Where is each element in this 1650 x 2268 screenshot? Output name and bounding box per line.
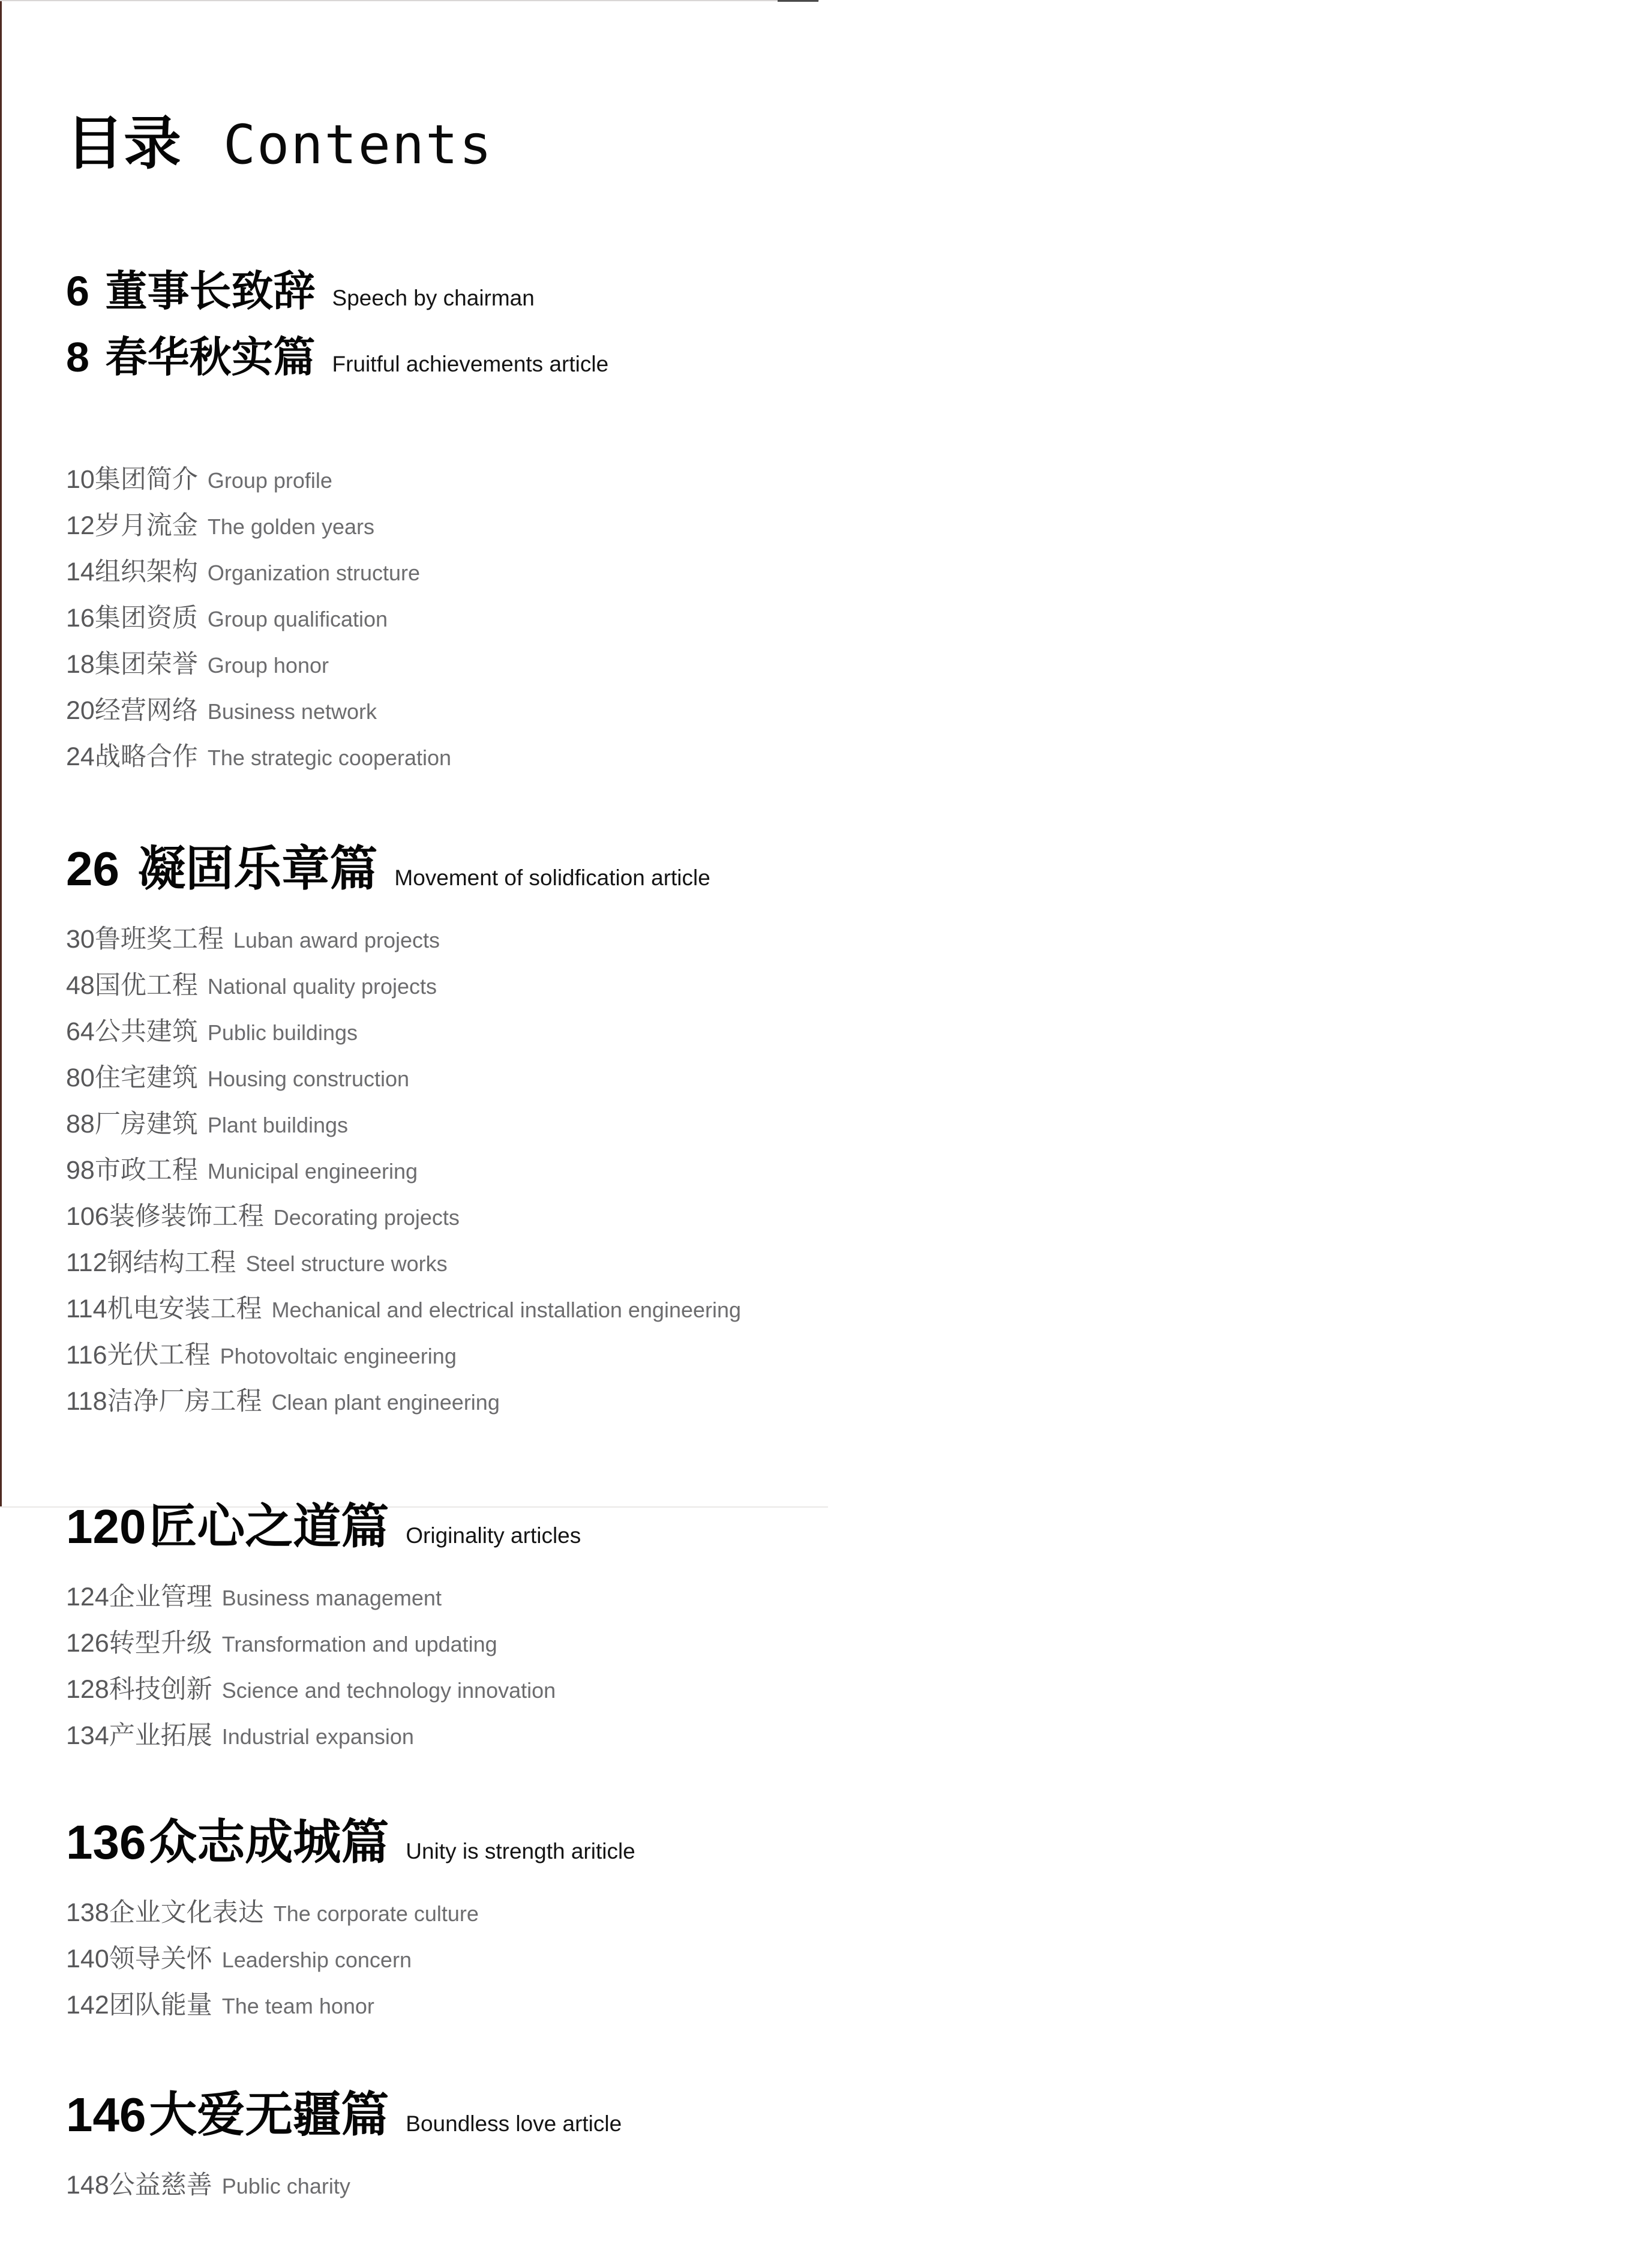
item-page-number: 140	[66, 1944, 109, 1973]
item-page-number: 138	[66, 1898, 109, 1927]
section-item-list	[66, 1900, 966, 2018]
toc-item	[66, 1340, 966, 1370]
section-title-zh: 匠心之道篇	[149, 1499, 389, 1553]
toc-item	[66, 1990, 966, 2020]
page-title	[66, 114, 966, 174]
section-page-number: 8	[66, 333, 89, 381]
item-title-zh: 公共建筑	[94, 1017, 198, 1046]
item-page-number: 116	[66, 1340, 107, 1370]
item-title-zh: 钢结构工程	[107, 1248, 236, 1277]
toc-section-8	[66, 333, 966, 381]
item-title-en: Science and technology innovation	[221, 1677, 556, 1703]
section-page-number: 6	[66, 267, 89, 314]
item-page-number: 98	[66, 1155, 95, 1185]
item-page-number: 80	[66, 1063, 95, 1092]
section-item-list	[66, 1584, 966, 1749]
item-title-en: The golden years	[207, 514, 375, 539]
item-page-number: 48	[66, 970, 95, 1000]
item-page-number: 64	[66, 1017, 95, 1046]
item-title-en: Group honor	[207, 652, 329, 678]
toc-item	[66, 559, 966, 585]
item-title-en: Business network	[207, 699, 377, 724]
toc-section-146	[66, 2087, 966, 2141]
item-title-zh: 国优工程	[94, 970, 198, 1000]
item-page-number: 14	[66, 557, 95, 586]
item-page-number: 16	[66, 603, 95, 633]
section-title-zh: 春华秋实篇	[105, 333, 316, 381]
item-title-zh: 团队能量	[109, 1990, 212, 2020]
item-title-en: Decorating projects	[273, 1205, 460, 1230]
item-title-zh: 科技创新	[109, 1674, 212, 1704]
item-title-zh: 企业管理	[109, 1582, 212, 1611]
item-page-number: 114	[66, 1294, 107, 1323]
item-page-number: 18	[66, 649, 95, 679]
section-title-en: Unity is strength ariticle	[406, 1838, 635, 1863]
left-border-line	[0, 0, 2, 1506]
item-title-zh: 战略合作	[94, 742, 198, 771]
item-title-en: Mechanical and electrical installation engineering	[271, 1297, 742, 1322]
toc-item	[66, 1386, 966, 1416]
toc-item	[66, 1584, 966, 1610]
item-title-zh: 组织架构	[94, 557, 198, 586]
item-page-number: 134	[66, 1721, 109, 1750]
item-title-zh: 住宅建筑	[94, 1063, 198, 1092]
section-title-en: Boundless love article	[406, 2111, 622, 2136]
item-title-zh: 光伏工程	[107, 1340, 211, 1370]
item-title-zh: 企业文化表达	[109, 1898, 264, 1927]
item-title-zh: 机电安装工程	[107, 1294, 262, 1323]
item-page-number: 148	[66, 2170, 109, 2200]
toc-item	[66, 467, 966, 493]
section-page-number: 136	[66, 1815, 146, 1869]
item-title-en: Leadership concern	[221, 1947, 412, 1972]
toc-item	[66, 513, 966, 539]
toc-item	[66, 1296, 966, 1322]
section-page-number: 120	[66, 1499, 146, 1553]
toc-item	[66, 1946, 966, 1972]
item-title-en: National quality projects	[207, 973, 437, 999]
item-page-number: 10	[66, 465, 95, 494]
item-title-en: Public buildings	[207, 1020, 358, 1045]
toc-item	[66, 698, 966, 724]
item-page-number: 20	[66, 696, 95, 725]
toc-item	[66, 1674, 966, 1704]
section-title-zh: 董事长致辞	[105, 267, 316, 314]
item-title-zh: 领导关怀	[109, 1944, 212, 1973]
item-title-en: Photovoltaic engineering	[220, 1343, 457, 1368]
toc-item	[66, 1900, 966, 1926]
section-title-en: Fruitful achievements article	[332, 351, 609, 376]
item-title-en: Steel structure works	[245, 1251, 448, 1276]
item-title-zh: 产业拓展	[109, 1721, 212, 1750]
item-title-en: Clean plant engineering	[271, 1389, 500, 1415]
toc-item	[66, 649, 966, 679]
item-page-number: 88	[66, 1109, 95, 1139]
section-item-list	[66, 924, 966, 1416]
item-title-en: Public charity	[221, 2173, 350, 2198]
page-title-zh: 目录	[66, 112, 181, 176]
item-title-zh: 厂房建筑	[94, 1109, 198, 1139]
item-title-zh: 经营网络	[94, 696, 198, 725]
item-page-number: 128	[66, 1674, 109, 1704]
item-title-zh: 市政工程	[94, 1155, 198, 1185]
item-title-en: Municipal engineering	[207, 1158, 418, 1184]
toc-item	[66, 1723, 966, 1749]
toc-section-26	[66, 841, 966, 895]
toc-content	[66, 0, 966, 2219]
section-page-number: 146	[66, 2087, 146, 2141]
item-page-number: 106	[66, 1202, 109, 1231]
item-page-number: 124	[66, 1582, 109, 1611]
item-title-zh: 集团简介	[94, 465, 198, 494]
item-page-number: 126	[66, 1628, 109, 1658]
section-title-zh: 凝固乐章篇	[137, 841, 378, 895]
section-title-zh: 大爱无疆篇	[149, 2087, 389, 2141]
item-title-zh: 集团资质	[94, 603, 198, 633]
section-title-zh: 众志成城篇	[149, 1815, 389, 1869]
item-title-en: The corporate culture	[273, 1901, 479, 1926]
item-title-en: Housing construction	[207, 1066, 410, 1091]
item-title-en: Group profile	[207, 468, 332, 493]
item-title-zh: 洁净厂房工程	[107, 1386, 262, 1416]
toc-item	[66, 1065, 966, 1091]
item-page-number: 142	[66, 1990, 109, 2020]
item-title-en: Organization structure	[207, 560, 421, 585]
item-title-en: Transformation and updating	[221, 1631, 497, 1656]
toc-item	[66, 1019, 966, 1045]
item-page-number: 112	[66, 1248, 107, 1277]
toc-item	[66, 1204, 966, 1230]
toc-item	[66, 603, 966, 633]
section-title-en: Speech by chairman	[332, 285, 535, 310]
toc-section-6	[66, 267, 966, 314]
section-item-list	[66, 2170, 966, 2200]
item-title-en: Industrial expansion	[221, 1724, 414, 1749]
toc-item	[66, 970, 966, 1000]
item-title-en: Plant buildings	[207, 1112, 349, 1137]
item-page-number: 30	[66, 924, 95, 954]
item-title-en: Group qualification	[207, 606, 388, 631]
toc-item	[66, 744, 966, 770]
toc-section-120	[66, 1499, 966, 1553]
toc-item	[66, 1111, 966, 1137]
item-title-en: Business management	[221, 1585, 442, 1610]
page-title-en: Contents	[223, 113, 493, 176]
item-title-zh: 鲁班奖工程	[94, 924, 224, 954]
item-page-number: 24	[66, 742, 95, 771]
item-title-en: The strategic cooperation	[207, 745, 452, 770]
item-title-zh: 装修装饰工程	[109, 1202, 264, 1231]
section-title-en: Movement of solidfication article	[394, 865, 710, 890]
item-title-en: Luban award projects	[233, 927, 440, 952]
toc-item	[66, 2170, 966, 2200]
toc-item	[66, 1628, 966, 1658]
item-title-zh: 转型升级	[109, 1628, 212, 1658]
section-title-en: Originality articles	[406, 1523, 581, 1548]
toc-item	[66, 924, 966, 954]
item-title-en: The team honor	[221, 1993, 374, 2018]
item-page-number: 118	[66, 1386, 107, 1416]
item-page-number: 12	[66, 511, 95, 540]
toc-section-136	[66, 1815, 966, 1869]
toc-item	[66, 1250, 966, 1276]
item-title-zh: 公益慈善	[109, 2170, 212, 2200]
item-title-zh: 集团荣誉	[94, 649, 198, 679]
section-page-number: 26	[66, 841, 119, 895]
item-title-zh: 岁月流金	[94, 511, 198, 540]
section-item-list	[66, 467, 966, 770]
toc-item	[66, 1155, 966, 1185]
